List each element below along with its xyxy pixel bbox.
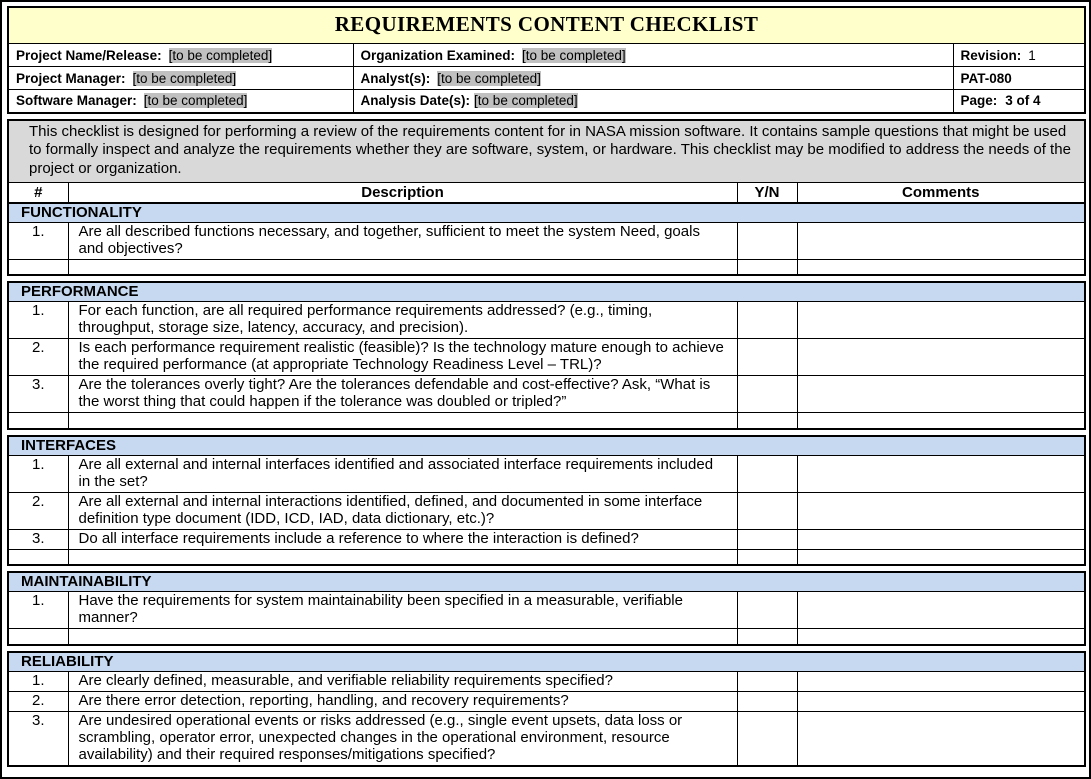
question-row (8, 339, 1085, 376)
question-text: Is each performance requirement realistic (feasible)? Is the technology mature enough to achieve the required performance (at appropriate Technology Readiness Level – TRL)? (68, 339, 737, 376)
comments-cell[interactable] (797, 691, 1085, 711)
section-title: INTERFACES (8, 436, 1085, 456)
comments-cell[interactable] (797, 376, 1085, 413)
question-text: Are the tolerances overly tight? Are the tolerances defendable and cost-effective? Ask, “What is the worst thing that could happen if the tolerance was doubled or tripled?” (68, 376, 737, 413)
spacer-row (8, 259, 1085, 275)
yn-cell[interactable] (737, 529, 797, 549)
intro-text: This checklist is designed for performing a review of the requirements content for in NASA mission software. It contains sample questions that might be used to formally inspect and analyze the requirements whether they are software, system, or hardware. This checklist may be modified to address the needs of the project or organization. (8, 120, 1085, 183)
spacer-cell (737, 629, 797, 645)
checklist-table-maintainability (7, 571, 1086, 646)
yn-cell[interactable] (737, 671, 797, 691)
project-manager-label: Project Manager: (16, 70, 126, 86)
checklist-table-performance (7, 281, 1086, 430)
col-header-description: Description (68, 183, 737, 203)
spacer-cell (68, 549, 737, 565)
section-title: FUNCTIONALITY (8, 203, 1085, 223)
organization-label: Organization Examined: (360, 47, 516, 63)
yn-cell[interactable] (737, 302, 797, 339)
comments-cell[interactable] (797, 222, 1085, 259)
comments-cell[interactable] (797, 302, 1085, 339)
spacer-cell (737, 259, 797, 275)
spacer-row (8, 549, 1085, 565)
question-number: 3. (8, 711, 68, 766)
page-title: REQUIREMENTS CONTENT CHECKLIST (8, 7, 1085, 44)
checklist-table-functionality (7, 119, 1086, 277)
revision-value: 1 (1028, 47, 1036, 63)
question-row (8, 455, 1085, 492)
question-number: 2. (8, 339, 68, 376)
column-header-row (8, 183, 1085, 203)
header-row-2 (8, 67, 1085, 90)
analysis-date-field[interactable]: [to be completed] (474, 93, 578, 109)
section-title: PERFORMANCE (8, 282, 1085, 302)
spacer-cell (797, 549, 1085, 565)
question-number: 1. (8, 302, 68, 339)
question-text: Are there error detection, reporting, handling, and recovery requirements? (68, 691, 737, 711)
section-header-maintainability (8, 572, 1085, 592)
project-name-label: Project Name/Release: (16, 47, 162, 63)
organization-cell (353, 44, 953, 67)
comments-cell[interactable] (797, 455, 1085, 492)
analysis-date-label: Analysis Date(s): (360, 93, 471, 109)
yn-cell[interactable] (737, 376, 797, 413)
col-header-comments: Comments (797, 183, 1085, 203)
question-text: Have the requirements for system maintainability been specified in a measurable, verifiable manner? (68, 592, 737, 629)
software-manager-field[interactable]: [to be completed] (143, 93, 248, 109)
question-row (8, 529, 1085, 549)
col-header-yn: Y/N (737, 183, 797, 203)
page-label: Page: (960, 93, 998, 109)
analyst-field[interactable]: [to be completed] (437, 70, 541, 86)
spacer-cell (68, 413, 737, 429)
question-row (8, 492, 1085, 529)
spacer-row (8, 413, 1085, 429)
comments-cell[interactable] (797, 529, 1085, 549)
question-text: Are clearly defined, measurable, and verifiable reliability requirements specified? (68, 671, 737, 691)
spacer-cell (8, 259, 68, 275)
question-text: Are all external and internal interfaces identified and associated interface requirements included in the set? (68, 455, 737, 492)
question-row (8, 691, 1085, 711)
yn-cell[interactable] (737, 691, 797, 711)
question-row (8, 302, 1085, 339)
comments-cell[interactable] (797, 339, 1085, 376)
yn-cell[interactable] (737, 592, 797, 629)
spacer-cell (797, 413, 1085, 429)
question-row (8, 671, 1085, 691)
question-text: Are all described functions necessary, and together, sufficient to meet the system Need, goals and objectives? (68, 222, 737, 259)
checklist-table-reliability (7, 651, 1086, 767)
question-row (8, 222, 1085, 259)
project-manager-cell (8, 67, 353, 90)
checklist-table-interfaces (7, 435, 1086, 567)
spacer-cell (8, 629, 68, 645)
analyst-label: Analyst(s): (360, 70, 431, 86)
comments-cell[interactable] (797, 492, 1085, 529)
header-row-1 (8, 44, 1085, 67)
question-row (8, 376, 1085, 413)
analysis-date-cell (353, 90, 953, 113)
project-name-cell (8, 44, 353, 67)
question-row (8, 711, 1085, 766)
yn-cell[interactable] (737, 339, 797, 376)
spacer-cell (797, 259, 1085, 275)
comments-cell[interactable] (797, 592, 1085, 629)
software-manager-cell (8, 90, 353, 113)
section-title: RELIABILITY (8, 652, 1085, 672)
spacer-cell (8, 413, 68, 429)
question-number: 3. (8, 376, 68, 413)
spacer-row (8, 629, 1085, 645)
col-header-num: # (8, 183, 68, 203)
question-text: Are all external and internal interactions identified, defined, and documented in some interface definition type document (IDD, ICD, IAD, data dictionary, etc.)? (68, 492, 737, 529)
form-header-table (7, 6, 1086, 114)
header-row-3 (8, 90, 1085, 113)
pat-cell (953, 67, 1085, 90)
organization-field[interactable]: [to be completed] (522, 47, 626, 63)
revision-cell (953, 44, 1085, 67)
spacer-cell (737, 549, 797, 565)
question-number: 2. (8, 691, 68, 711)
yn-cell[interactable] (737, 455, 797, 492)
comments-cell[interactable] (797, 711, 1085, 766)
question-number: 1. (8, 222, 68, 259)
spacer-cell (8, 549, 68, 565)
section-title: MAINTAINABILITY (8, 572, 1085, 592)
yn-cell[interactable] (737, 222, 797, 259)
question-number: 1. (8, 455, 68, 492)
yn-cell[interactable] (737, 492, 797, 529)
project-manager-field[interactable]: [to be completed] (132, 70, 237, 86)
question-text: Do all interface requirements include a reference to where the interaction is defined? (68, 529, 737, 549)
question-number: 1. (8, 671, 68, 691)
section-header-functionality (8, 203, 1085, 223)
page-value: 3 of 4 (1005, 93, 1041, 109)
spacer-cell (68, 629, 737, 645)
question-number: 1. (8, 592, 68, 629)
spacer-cell (797, 629, 1085, 645)
analyst-cell (353, 67, 953, 90)
yn-cell[interactable] (737, 711, 797, 766)
question-text: For each function, are all required performance requirements addressed? (e.g., timing, throughput, storage size, latency, accuracy, and precision). (68, 302, 737, 339)
question-number: 3. (8, 529, 68, 549)
section-header-performance (8, 282, 1085, 302)
software-manager-label: Software Manager: (16, 93, 137, 109)
question-text: Are undesired operational events or risks addressed (e.g., single event upsets, data loss or scrambling, operator error, unexpected changes in the operational environment, resource availability) and their required responses/mitigations specified? (68, 711, 737, 766)
spacer-cell (68, 259, 737, 275)
comments-cell[interactable] (797, 671, 1085, 691)
section-header-interfaces (8, 436, 1085, 456)
question-row (8, 592, 1085, 629)
title-row (8, 7, 1085, 44)
page-number-cell (953, 90, 1085, 113)
question-number: 2. (8, 492, 68, 529)
project-name-field[interactable]: [to be completed] (168, 47, 273, 63)
revision-label: Revision: (960, 47, 1022, 63)
spacer-cell (737, 413, 797, 429)
intro-row (8, 120, 1085, 183)
pat-number: PAT-080 (960, 70, 1012, 86)
section-header-reliability (8, 652, 1085, 672)
